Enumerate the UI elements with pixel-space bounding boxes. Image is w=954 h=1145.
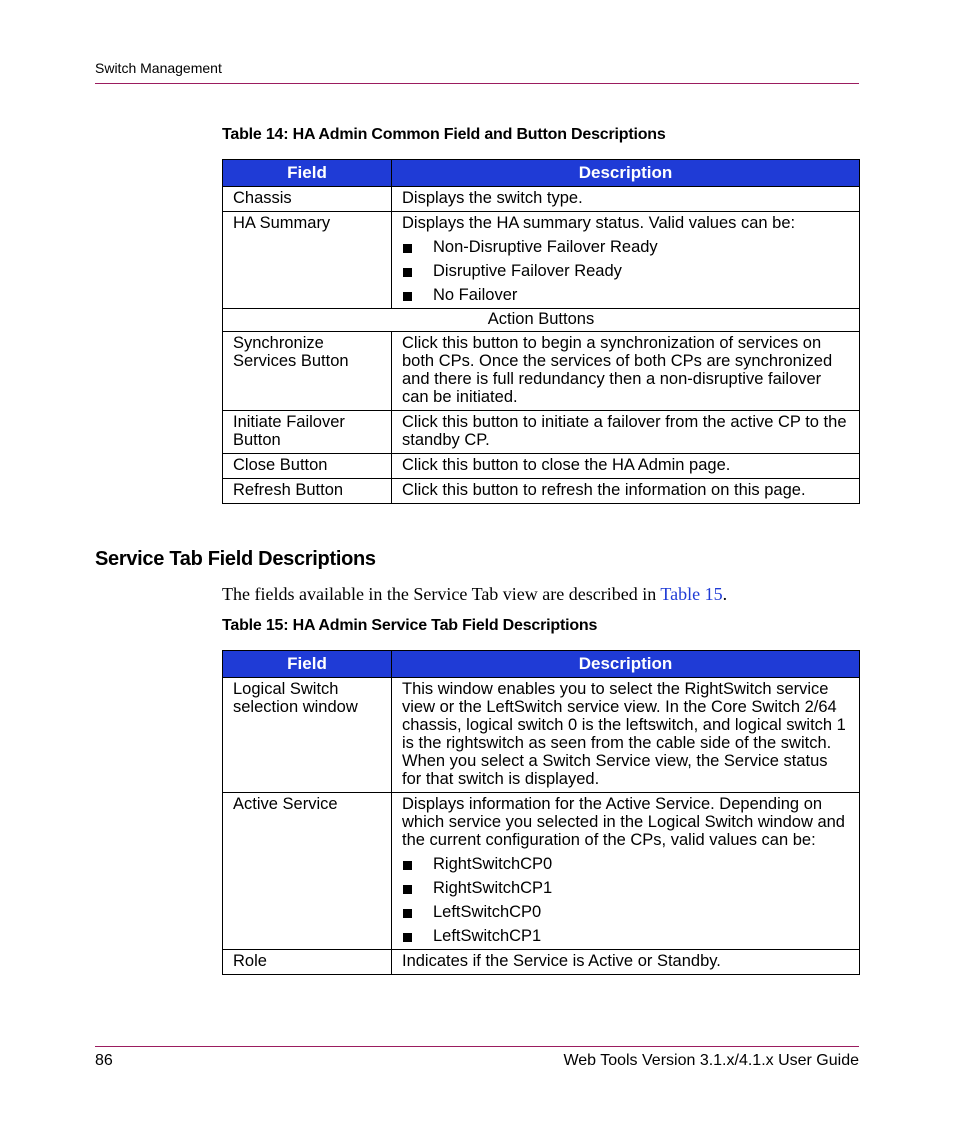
table-row [223,454,860,479]
field-cell: HA Summary [223,212,392,309]
list-item: RightSwitchCP1 [402,879,849,897]
paragraph-suffix: . [722,584,728,604]
field-cell: Close Button [223,454,392,479]
field-cell: Synchronize Services Button [223,332,392,411]
column-header-description: Description [392,651,860,678]
bullet-list [402,238,849,304]
description-cell: This window enables you to select the RightSwitch service view or the LeftSwitch service view. In the Core Switch 2/64 chassis, logical switch 0 is the leftswitch, and logical switch 1 is the rightswitch as seen from the cable side of the switch. When you select a Switch Service view, the Service status for that switch is displayed. [392,678,860,793]
list-item: No Failover [402,286,849,304]
field-cell: Refresh Button [223,479,392,504]
field-cell: Initiate Failover Button [223,411,392,454]
list-item: LeftSwitchCP1 [402,927,849,945]
list-item: RightSwitchCP0 [402,855,849,873]
table14 [222,159,860,504]
description-text: Displays information for the Active Service. Depending on which service you selected in the Logical Switch window and the current configuration of the CPs, valid values can be: [402,795,845,849]
list-item: LeftSwitchCP0 [402,903,849,921]
body-paragraph [222,584,727,605]
description-cell: Click this button to begin a synchronization of services on both CPs. Once the services of both CPs are synchronized and there is full redundancy then a non-disruptive failover can be initiated. [392,332,860,411]
bullet-list [402,855,849,945]
field-cell: Active Service [223,793,392,950]
table-header-row [223,651,860,678]
description-cell [392,793,860,950]
description-cell: Displays the switch type. [392,187,860,212]
table-row [223,479,860,504]
footer-doc-title: Web Tools Version 3.1.x/4.1.x User Guide [563,1052,859,1069]
description-cell: Click this button to refresh the information on this page. [392,479,860,504]
table14-caption: Table 14: HA Admin Common Field and Button Descriptions [222,126,666,143]
description-cell: Click this button to close the HA Admin page. [392,454,860,479]
section-row [223,309,860,332]
field-cell: Chassis [223,187,392,212]
table15-caption: Table 15: HA Admin Service Tab Field Descriptions [222,617,598,634]
column-header-field: Field [223,160,392,187]
column-header-field: Field [223,651,392,678]
description-cell: Click this button to initiate a failover from the active CP to the standby CP. [392,411,860,454]
header-rule [95,83,859,84]
paragraph-text: The fields available in the Service Tab view are described in [222,584,661,604]
page-number: 86 [95,1052,113,1069]
table-row [223,950,860,975]
section-heading: Service Tab Field Descriptions [95,548,376,570]
description-text: Displays the HA summary status. Valid values can be: [402,214,796,232]
list-item: Non-Disruptive Failover Ready [402,238,849,256]
action-buttons-label: Action Buttons [223,309,860,332]
description-cell: Indicates if the Service is Active or Standby. [392,950,860,975]
running-header: Switch Management [95,60,222,76]
column-header-description: Description [392,160,860,187]
table-row [223,212,860,309]
table-row [223,793,860,950]
list-item: Disruptive Failover Ready [402,262,849,280]
table15-link[interactable]: Table 15 [660,584,723,604]
footer-rule [95,1046,859,1047]
table15 [222,650,860,975]
description-cell [392,212,860,309]
field-cell: Logical Switch selection window [223,678,392,793]
table-row [223,187,860,212]
table-row [223,678,860,793]
table-row [223,411,860,454]
field-cell: Role [223,950,392,975]
table-row [223,332,860,411]
table-header-row [223,160,860,187]
